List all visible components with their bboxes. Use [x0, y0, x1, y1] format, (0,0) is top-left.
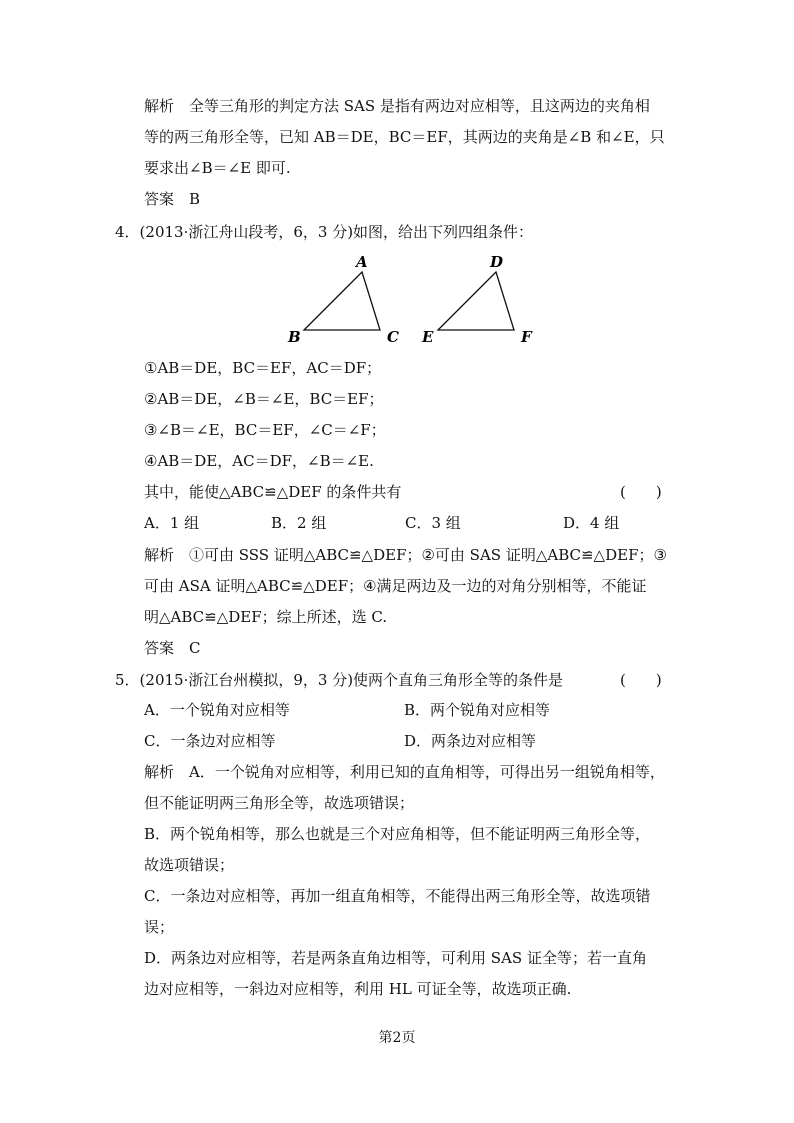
- q5-option-b: B．两个锐角对应相等: [404, 701, 551, 719]
- triangle-def: [438, 272, 514, 330]
- q5-answer-paren: ( ): [620, 671, 662, 689]
- q4-condition-1: ①AB＝DE，BC＝EF，AC＝DF；: [144, 359, 382, 377]
- q4-analysis-line-3: 明△ABC≌△DEF；综上所述，选 C.: [144, 608, 388, 626]
- q4-condition-4: ④AB＝DE，AC＝DF，∠B＝∠E.: [144, 452, 374, 470]
- q4-question: 其中，能使△ABC≌△DEF 的条件共有: [144, 483, 402, 501]
- q4-stem: 4．(2013·浙江舟山段考，6，3 分)如图，给出下列四组条件：: [115, 223, 534, 241]
- q3-analysis-line-1: 解析 全等三角形的判定方法 SAS 是指有两边对应相等，且这两边的夹角相: [144, 97, 650, 115]
- q5-analysis-line-8: 边对应相等，一斜边对应相等，利用 HL 可证全等，故选项正确.: [144, 980, 572, 998]
- label-f: F: [521, 328, 532, 346]
- q5-analysis-line-3: B．两个锐角相等，那么也就是三个对应角相等，但不能证明两三角形全等，: [144, 825, 651, 843]
- q4-condition-3: ③∠B＝∠E，BC＝EF，∠C＝∠F；: [144, 421, 386, 439]
- q4-answer-paren: ( ): [620, 483, 662, 501]
- q5-stem: 5．(2015·浙江台州模拟，9，3 分)使两个直角三角形全等的条件是: [115, 671, 564, 689]
- page-number: 第2页: [378, 1030, 416, 1046]
- q4-triangle-figure: [280, 250, 550, 350]
- label-e: E: [422, 328, 434, 346]
- q5-analysis-line-7: D．两条边对应相等，若是两条直角边相等，可利用 SAS 证全等；若一直角: [144, 949, 647, 967]
- q4-analysis-line-2: 可由 ASA 证明△ABC≌△DEF；④满足两边及一边的对角分别相等，不能证: [144, 577, 647, 595]
- label-a: A: [356, 253, 368, 271]
- q3-analysis-line-2: 等的两三角形全等，已知 AB＝DE，BC＝EF，其两边的夹角是∠B 和∠E，只: [144, 128, 665, 146]
- label-d: D: [490, 253, 504, 271]
- q5-analysis-line-4: 故选项错误；: [144, 856, 235, 874]
- q4-analysis-line-1: 解析 ①可由 SSS 证明△ABC≌△DEF；②可由 SAS 证明△ABC≌△DEF；③: [144, 546, 667, 564]
- q5-analysis-line-6: 误；: [144, 918, 175, 936]
- q5-analysis-line-1: 解析 A．一个锐角对应相等，利用已知的直角相等，可得出另一组锐角相等，: [144, 763, 665, 781]
- q4-option-a: A．1 组: [144, 514, 200, 532]
- q5-analysis-line-2: 但不能证明两三角形全等，故选项错误；: [144, 794, 415, 812]
- q3-analysis-line-3: 要求出∠B＝∠E 即可.: [144, 159, 291, 177]
- label-c: C: [387, 328, 399, 346]
- q3-answer: 答案 B: [144, 190, 201, 208]
- q5-option-a: A．一个锐角对应相等: [144, 701, 290, 719]
- q4-option-c: C．3 组: [405, 514, 461, 532]
- q5-analysis-line-5: C．一条边对应相等，再加一组直角相等，不能得出两三角形全等，故选项错: [144, 887, 651, 905]
- q4-option-d: D．4 组: [563, 514, 620, 532]
- label-b: B: [288, 328, 301, 346]
- q4-answer: 答案 C: [144, 639, 201, 657]
- q5-option-d: D．两条边对应相等: [404, 732, 537, 750]
- q4-option-b: B．2 组: [271, 514, 327, 532]
- triangle-abc: [304, 272, 380, 330]
- q4-condition-2: ②AB＝DE，∠B＝∠E，BC＝EF；: [144, 390, 384, 408]
- q5-option-c: C．一条边对应相等: [144, 732, 276, 750]
